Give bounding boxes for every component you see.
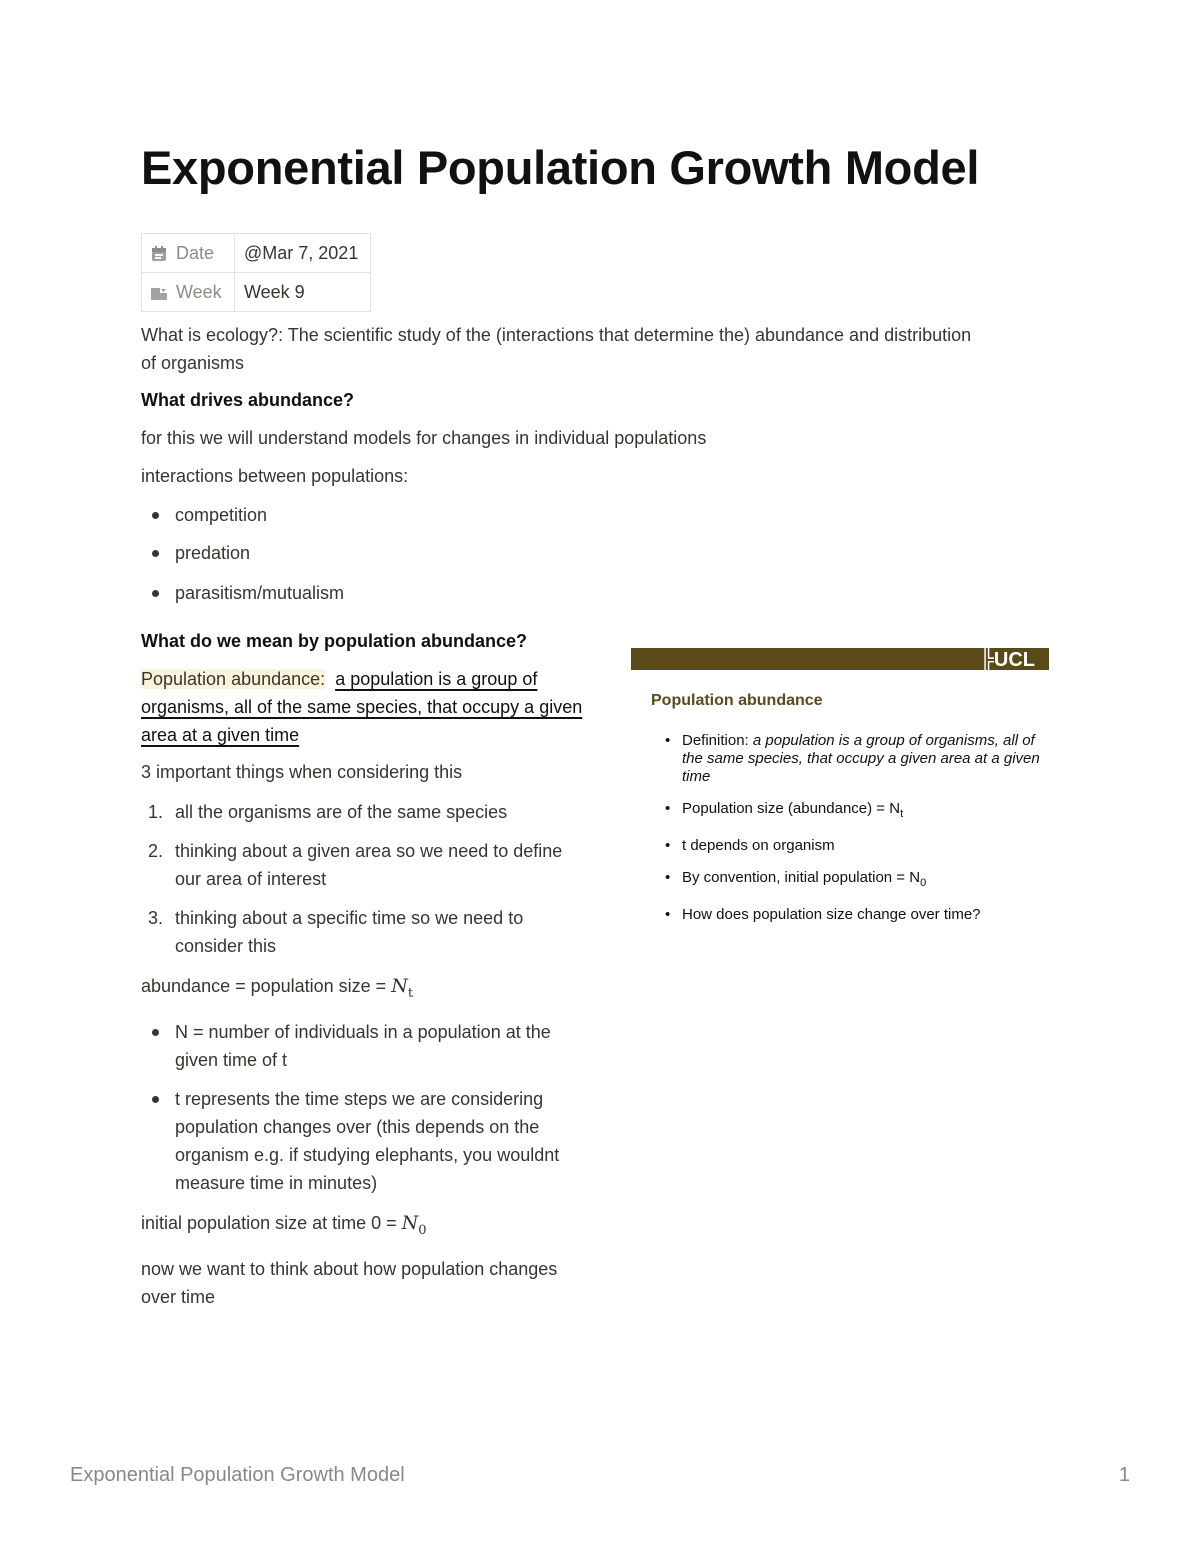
ucl-logo: ╠UCL xyxy=(631,648,1049,670)
math-Nt: $N_t$ xyxy=(391,975,414,1001)
slide-bullet: • Population size (abundance) = $N_t$ xyxy=(663,800,1043,823)
slide-bullet: • How does population size change over time? xyxy=(663,906,1043,924)
slide-bullet: • Definition: a population is a group of organisms, all of the same species, that occupy a given area at a given time xyxy=(663,732,1043,786)
list-item: parasitism/mutualism xyxy=(141,579,601,607)
property-key: Date xyxy=(176,242,215,263)
list-item: t represents the time steps we are considering population changes over (this depends on the organism e.g. if studying elephants, you wouldnt measure time in minutes) xyxy=(141,1085,571,1197)
calendar-icon xyxy=(150,245,168,263)
three-things-list xyxy=(141,798,581,960)
week-value[interactable]: Week 9 xyxy=(235,273,371,312)
property-row-week xyxy=(142,273,371,312)
ecology-definition: What is ecology?: The scientific study of the (interactions that determine the) abundance and distribution of organisms xyxy=(141,325,972,373)
closing-note: now we want to think about how population changes over time xyxy=(141,1258,558,1307)
abundance-definition xyxy=(141,665,586,749)
footer-title: Exponential Population Growth Model xyxy=(70,1464,405,1486)
underlined-definition: a population is a group of organisms, all of the same species, that occupy a given area at a given time xyxy=(141,669,583,745)
list-item: 2. thinking about a given area so we need to define our area of interest xyxy=(148,841,563,889)
page-title: Exponential Population Growth Model xyxy=(141,141,980,194)
list-item: 1. all the organisms are of the same species xyxy=(148,802,508,822)
models-note: for this we will understand models for changes in individual populations xyxy=(141,428,707,448)
select-icon xyxy=(150,284,168,302)
interactions-label: interactions between populations: xyxy=(141,466,409,486)
initial-equation: initial population size at time $0 = N_0$ xyxy=(141,1211,427,1238)
n-points-list xyxy=(141,1018,571,1197)
highlight-label: Population abundance: xyxy=(141,669,326,689)
three-things-intro: 3 important things when considering this xyxy=(141,762,463,782)
date-value[interactable]: @Mar 7, 2021 xyxy=(235,234,371,273)
page-number: 1 xyxy=(1118,1464,1130,1486)
slide-bullet: • t depends on organism xyxy=(663,837,1043,855)
math-N0: $N_0$ xyxy=(401,1211,427,1238)
slide-bullets xyxy=(663,732,1043,938)
slide-bullet: • By convention, initial population = $N_0$ xyxy=(663,869,1043,892)
list-item: 3. thinking about a specific time so we need to consider this xyxy=(148,908,524,956)
property-key: Week xyxy=(176,281,222,302)
list-item: predation xyxy=(141,539,601,567)
interactions-list xyxy=(141,501,601,607)
embedded-slide-image xyxy=(631,648,1049,948)
list-item: competition xyxy=(141,501,601,529)
list-item: N = number of individuals in a population at the given time of t xyxy=(141,1018,571,1074)
properties-table xyxy=(141,233,371,312)
property-row-date xyxy=(142,234,371,273)
slide-heading: Population abundance xyxy=(651,692,823,709)
abundance-equation: abundance = population size = $N_t$ xyxy=(141,975,414,1001)
heading-abundance: What do we mean by population abundance? xyxy=(141,631,528,651)
heading-drives: What drives abundance? xyxy=(141,390,355,410)
